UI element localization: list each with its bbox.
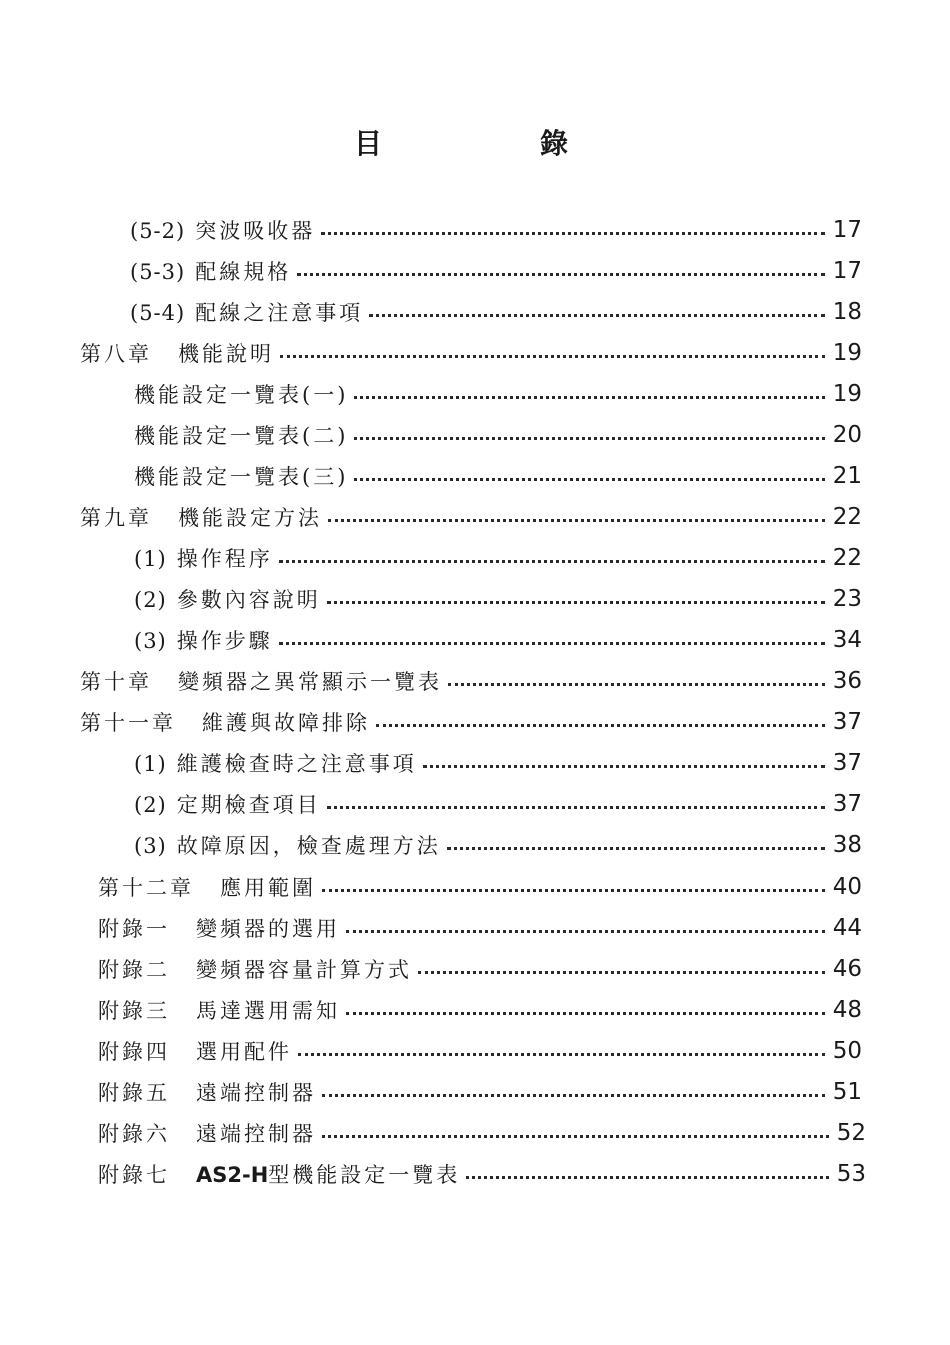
toc-entry-function-table-3[interactable] <box>134 456 862 496</box>
entry-page-number: 46 <box>832 956 862 982</box>
entry-page-number: 17 <box>832 258 862 284</box>
entry-page-number: 22 <box>832 504 862 530</box>
entry-page-number: 19 <box>832 340 862 366</box>
entry-number: (3) <box>134 629 167 653</box>
dot-leader <box>322 1094 825 1097</box>
page-title <box>0 124 950 164</box>
title-char-2: 錄 <box>540 127 569 160</box>
entry-title: 維護與故障排除 <box>202 711 370 735</box>
entry-title-model: AS2-H <box>196 1163 269 1187</box>
toc-entry-function-table-1[interactable] <box>134 374 862 414</box>
entry-number: (2) <box>134 793 167 817</box>
entry-number: (5-2) <box>130 219 186 243</box>
entry-title: 配線規格 <box>195 260 292 284</box>
entry-number: (3) <box>134 834 167 858</box>
entry-number: 附錄六 <box>98 1122 170 1146</box>
toc-entry-9-1[interactable] <box>134 538 862 578</box>
entry-number: 第九章 <box>80 506 152 530</box>
toc-entry-appendix-2[interactable] <box>98 949 862 989</box>
dot-leader <box>354 478 824 481</box>
toc-entry-chapter-10[interactable] <box>80 661 862 701</box>
entry-page-number: 40 <box>832 874 862 900</box>
toc-entry-11-3[interactable] <box>134 825 862 865</box>
entry-page-number: 19 <box>832 381 862 407</box>
dot-leader <box>297 273 825 276</box>
entry-title: 變頻器的選用 <box>196 917 340 941</box>
dot-leader <box>298 1053 825 1056</box>
dot-leader <box>322 889 825 892</box>
entry-number: 第十一章 <box>80 711 176 735</box>
dot-leader <box>280 355 825 358</box>
entry-title: 定期檢查項目 <box>176 793 321 817</box>
toc-entry-function-table-2[interactable] <box>134 415 862 455</box>
entry-number: (1) <box>134 547 167 571</box>
dot-leader <box>322 1135 829 1138</box>
entry-page-number: 34 <box>832 627 862 653</box>
dot-leader <box>369 314 825 317</box>
toc-entry-appendix-4[interactable] <box>98 1031 862 1071</box>
entry-title: 配線之注意事項 <box>195 301 364 325</box>
entry-number: 附錄一 <box>98 917 170 941</box>
entry-number: (1) <box>134 752 167 776</box>
entry-page-number: 52 <box>836 1120 866 1146</box>
dot-leader <box>328 519 825 522</box>
dot-leader <box>346 930 825 933</box>
toc-entry-chapter-8[interactable] <box>80 333 862 373</box>
entry-page-number: 23 <box>832 586 862 612</box>
entry-title: 維護檢查時之注意事項 <box>176 752 417 776</box>
entry-number: 第八章 <box>80 342 152 366</box>
dot-leader <box>354 396 824 399</box>
toc-entry-appendix-1[interactable] <box>98 908 862 948</box>
dot-leader <box>376 724 825 727</box>
dot-leader <box>279 642 825 645</box>
entry-page-number: 50 <box>832 1038 862 1064</box>
entry-number: (5-4) <box>130 301 186 325</box>
toc-entry-9-3[interactable] <box>134 620 862 660</box>
entry-number: 第十章 <box>80 670 152 694</box>
entry-number: 附錄五 <box>98 1081 170 1105</box>
dot-leader <box>327 601 825 604</box>
entry-title: 機能設定方法 <box>178 506 322 530</box>
toc-entry-chapter-11[interactable] <box>80 702 862 742</box>
entry-title: 型機能設定一覽表 <box>268 1163 461 1187</box>
entry-number: 附錄三 <box>98 999 170 1023</box>
entry-title: 變頻器容量計算方式 <box>196 958 412 982</box>
entry-title: 故障原因，檢查處理方法 <box>176 834 441 858</box>
toc-entry-11-1[interactable] <box>134 743 862 783</box>
toc-entry-chapter-12[interactable] <box>98 867 862 907</box>
entry-page-number: 21 <box>832 463 862 489</box>
entry-page-number: 53 <box>836 1161 866 1187</box>
entry-title: 應用範圍 <box>220 876 316 900</box>
dot-leader <box>466 1176 828 1179</box>
entry-number: (2) <box>134 588 167 612</box>
toc-entry-11-2[interactable] <box>134 784 862 824</box>
toc-entry-appendix-6[interactable] <box>98 1113 866 1153</box>
entry-page-number: 38 <box>832 832 862 858</box>
entry-page-number: 37 <box>832 750 862 776</box>
dot-leader <box>327 806 825 809</box>
dot-leader <box>279 560 825 563</box>
entry-page-number: 37 <box>832 791 862 817</box>
toc-entry-appendix-3[interactable] <box>98 990 862 1030</box>
entry-number: 附錄七 <box>98 1163 170 1187</box>
dot-leader <box>418 971 825 974</box>
entry-number: 附錄四 <box>98 1040 170 1064</box>
entry-page-number: 37 <box>832 709 862 735</box>
entry-number: 附錄二 <box>98 958 170 982</box>
entry-page-number: 51 <box>832 1079 862 1105</box>
entry-title: 參數內容說明 <box>176 588 321 612</box>
dot-leader <box>447 847 825 850</box>
entry-page-number: 17 <box>832 217 862 243</box>
toc-entry-5-2[interactable] <box>130 210 862 250</box>
entry-page-number: 20 <box>832 422 862 448</box>
title-char-1: 目 <box>354 127 383 160</box>
toc-entry-9-2[interactable] <box>134 579 862 619</box>
toc-entry-chapter-9[interactable] <box>80 497 862 537</box>
entry-title: 馬達選用需知 <box>196 999 340 1023</box>
dot-leader <box>354 437 824 440</box>
entry-title: 遠端控制器 <box>196 1081 316 1105</box>
entry-title: 機能設定一覽表(二) <box>134 424 349 448</box>
entry-title: 選用配件 <box>196 1040 292 1064</box>
dot-leader <box>448 683 825 686</box>
entry-title: 遠端控制器 <box>196 1122 316 1146</box>
entry-number: 第十二章 <box>98 876 194 900</box>
toc-entry-appendix-5[interactable] <box>98 1072 862 1112</box>
entry-title: 突波吸收器 <box>195 219 316 243</box>
dot-leader <box>346 1012 825 1015</box>
toc-entry-5-3[interactable] <box>130 251 862 291</box>
entry-page-number: 44 <box>832 915 862 941</box>
entry-page-number: 48 <box>832 997 862 1023</box>
entry-title: 機能說明 <box>178 342 274 366</box>
entry-number: (5-3) <box>130 260 186 284</box>
entry-title: 操作程序 <box>176 547 273 571</box>
entry-page-number: 22 <box>832 545 862 571</box>
dot-leader <box>423 765 825 768</box>
entry-title: 操作步驟 <box>176 629 273 653</box>
entry-page-number: 18 <box>832 299 862 325</box>
entry-title: 變頻器之異常顯示一覽表 <box>178 670 442 694</box>
dot-leader <box>321 232 825 235</box>
entry-title: 機能設定一覽表(三) <box>134 465 349 489</box>
toc-entry-appendix-7[interactable] <box>98 1154 866 1194</box>
entry-page-number: 36 <box>832 668 862 694</box>
entry-title: 機能設定一覽表(一) <box>134 383 349 407</box>
toc-entry-5-4[interactable] <box>130 292 862 332</box>
